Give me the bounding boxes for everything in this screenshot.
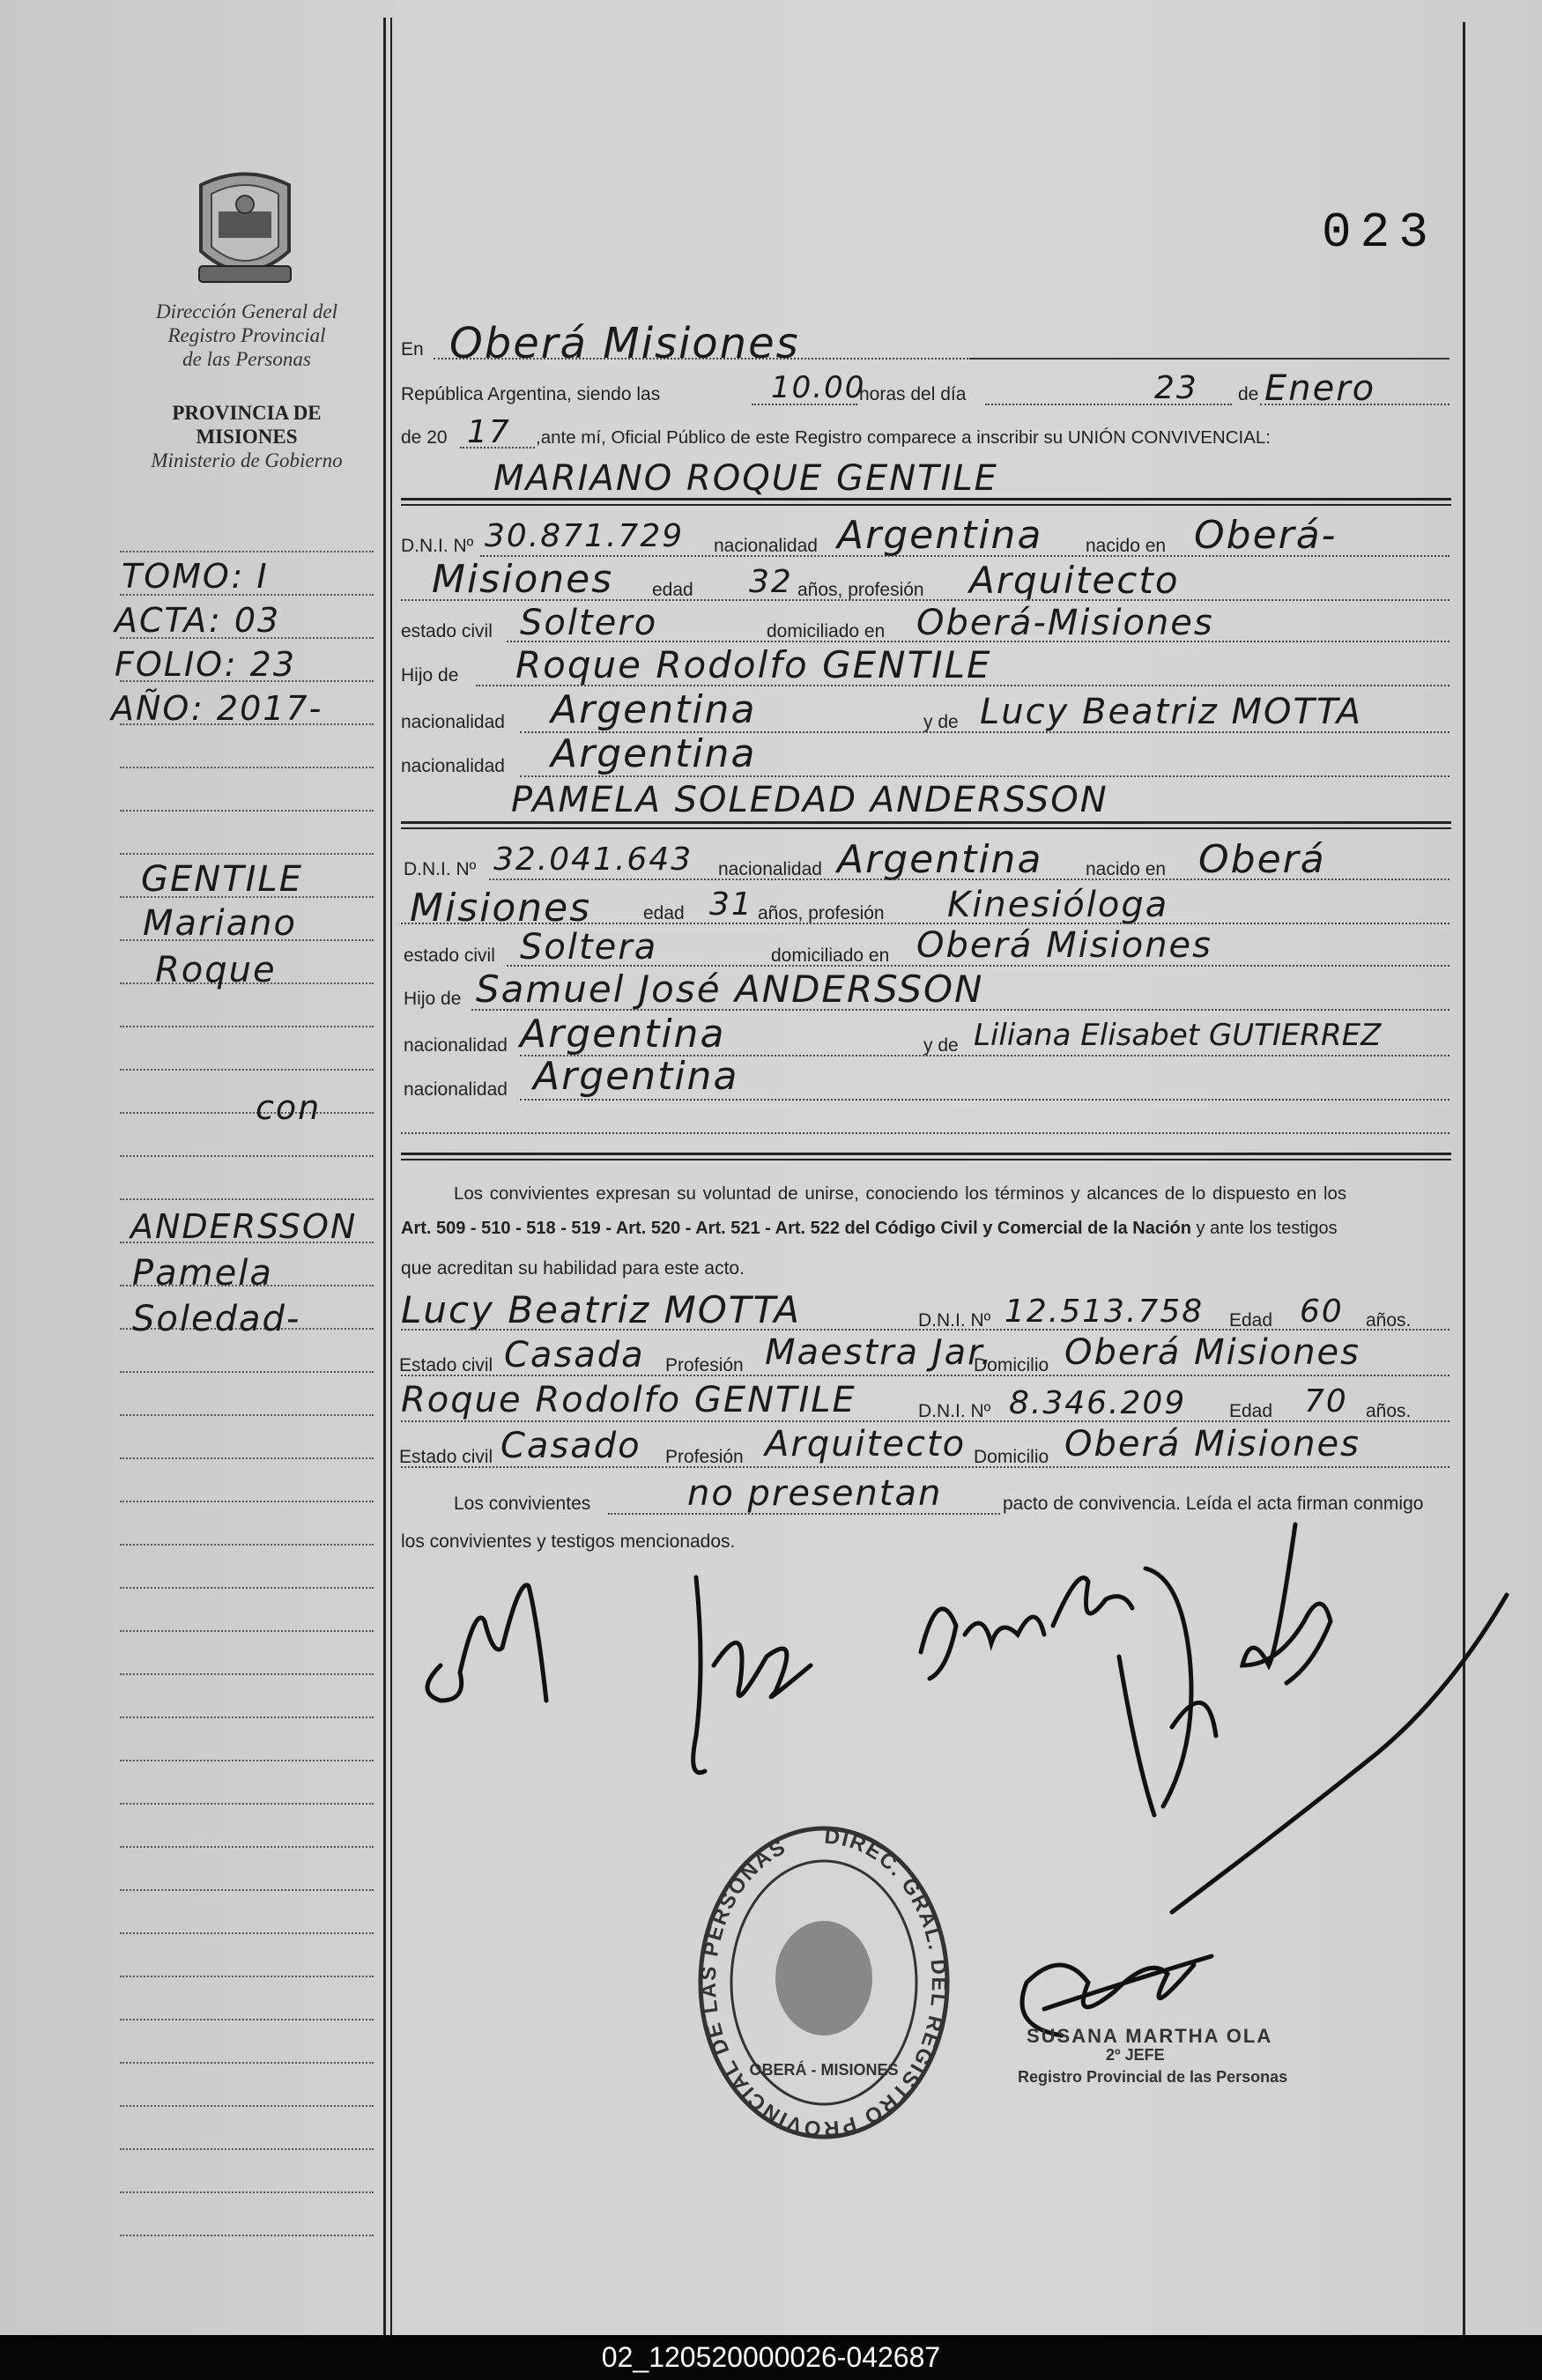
witness1-dni: 12.513.758 [1005,1294,1205,1330]
person2-name: PAMELA SOLEDAD ANDERSSON [511,780,1108,820]
margin-rule [120,1414,374,1416]
person2-mother: Liliana Elisabet GUTIERREZ [974,1018,1382,1053]
person1-mother-nat-label: nacionalidad [401,756,505,776]
witness2-civil-label: Estado civil [399,1447,493,1467]
margin-rule [120,2148,374,2150]
person2-nationality: Argentina [837,837,1043,882]
seal-inner-text: OBERÁ - MISIONES [749,2061,899,2079]
person2-age: 31 [709,886,753,923]
person2-civil: Soltera [520,927,658,968]
margin-rule [120,1501,374,1502]
person1-address: Oberá-Misiones [916,603,1214,643]
person1-dni-label: D.N.I. Nº [401,536,474,556]
day-value: 23 [1154,370,1198,406]
year-suffix: 17 [467,414,511,450]
margin-party1-second: Roque [155,950,277,990]
margin-rule [120,1198,374,1200]
witness2-dni-label: D.N.I. Nº [918,1401,991,1421]
person1-separator [401,498,1451,506]
line-place-solid [969,358,1449,360]
person1-civil: Soltero [520,603,658,643]
margin-rule [120,2191,374,2193]
margin-party2-name: Pamela [132,1253,273,1294]
person1-dni: 30.871.729 [485,518,685,554]
person2-civil-label: estado civil [404,945,495,966]
witness2-address: Oberá Misiones [1064,1424,1361,1464]
person2-dni: 32.041.643 [493,842,693,878]
margin-tomo: TOMO: I [122,557,269,596]
line-place [434,358,975,360]
line-month [1260,404,1449,405]
witness1-address: Oberá Misiones [1064,1332,1361,1373]
person1-birthplace-1: Oberá- [1194,513,1338,558]
person1-nationality: Argentina [837,513,1043,558]
institution-line-1: Dirección General del [155,300,338,323]
declaration-line-3: que acreditan su habilidad para este acto. [401,1258,745,1279]
declaration-articles: Art. 509 - 510 - 518 - 519 - Art. 520 - Art. 521 - Art. 522 del Código Civil y Comercial de la Nación [401,1219,1191,1238]
person2-address-label: domiciliado en [771,945,890,966]
margin-rule [120,1371,374,1373]
ministry-line: Ministerio de Gobierno [151,449,343,471]
line-hour [752,404,857,405]
person2-separator [401,821,1451,829]
margin-rule [120,1889,374,1891]
person1-father-nat-label: nacionalidad [401,712,505,732]
margin-acta: ACTA: 03 [115,601,281,640]
province-line-1: PROVINCIA DE [172,402,322,424]
ante-label: ,ante mí, Oficial Público de este Registro comparece a inscribir su UNIÓN CONVIVENCIAL: [536,427,1271,448]
person1-age-label: edad [652,580,693,600]
witness1-profession: Maestra Jar. [765,1332,994,1373]
person2-age-label: edad [643,903,685,923]
witness1-address-label: Domicilio [974,1355,1049,1375]
person2-mother-nat-label: nacionalidad [404,1079,508,1100]
person2-line6 [520,1099,1449,1101]
declaration-separator [401,1153,1451,1160]
person1-civil-label: estado civil [401,621,493,641]
closing-line [608,1513,1000,1515]
witness2-age: 70 [1304,1383,1348,1420]
margin-connector: con [256,1088,322,1127]
closing-pact-suffix: pacto de convivencia. Leída el acta firman conmigo [1003,1494,1424,1514]
signature-official [1145,1516,1516,1939]
margin-party1-name: Mariano [143,903,297,944]
closing-pact: no presentan [687,1473,943,1514]
person1-mother: Lucy Beatriz MOTTA [980,692,1363,732]
person2-mother-label: y de [923,1035,959,1056]
person2-line2 [401,923,1449,924]
margin-folio: FOLIO: 23 [115,645,296,684]
person1-mother-nat: Argentina [551,731,757,776]
margin-rule [120,551,374,552]
person1-birthplace-2: Misiones [432,557,614,602]
province-heading [123,401,370,472]
person1-mother-label: y de [923,712,959,732]
margin-rule [120,1587,374,1589]
margin-rule [120,2019,374,2020]
person2-line1 [489,879,1449,880]
margin-rule [120,1932,374,1934]
margin-rule [120,853,374,855]
person2-father-label: Hijo de [404,989,462,1009]
closing-line-2: los convivientes y testigos mencionados. [401,1531,736,1552]
witness1-age-label: Edad [1229,1310,1273,1331]
margin-rule [120,1155,374,1157]
witness1-name: Lucy Beatriz MOTTA [401,1288,801,1331]
margin-rule [120,1803,374,1805]
margin-party1-surname: GENTILE [141,859,303,900]
person1-profession: Arquitecto [969,559,1180,602]
person2-birthplace-1: Oberá [1198,837,1326,882]
institution-line-3: de las Personas [182,348,311,370]
witness2-years: años. [1366,1401,1412,1421]
line-day [985,404,1232,405]
act-number: 023 [1322,204,1437,261]
seal-ring-text: DIREC. GRAL. DEL REGISTRO PROVINCIAL DE LAS PERSONAS [696,1824,952,2141]
margin-rule [120,1544,374,1546]
province-line-2: MISIONES [196,426,298,448]
person1-line4 [476,685,1449,686]
person1-father-label: Hijo de [401,665,459,686]
person1-father: Roque Rodolfo GENTILE [515,643,992,686]
person2-birthplace-2: Misiones [410,886,592,930]
official-role: 2º JEFE [1106,2046,1165,2064]
month-value: Enero [1264,368,1376,409]
margin-border-right [390,18,392,2335]
horas-label: horas del día [859,384,967,404]
witness2-line1 [401,1420,1449,1422]
person1-line1 [480,555,1449,557]
person2-line4 [471,1009,1449,1011]
person2-line7 [401,1132,1449,1134]
signature-party1 [405,1568,617,1727]
margin-border-left [383,18,386,2335]
margin-rule [120,1457,374,1459]
witness1-line2 [401,1375,1449,1376]
person2-profession-label: años, profesión [758,903,885,923]
witness1-civil-label: Estado civil [399,1355,493,1375]
margin-rule [120,767,374,768]
person1-line3 [507,641,1449,642]
person2-birthplace-label: nacido en [1086,859,1167,879]
republica-label: República Argentina, siendo las [401,384,661,404]
person2-address: Oberá Misiones [916,925,1213,966]
declaration-line-1: Los convivientes expresan su voluntad de unirse, conociendo los términos y alcances de lo dispuesto en los [454,1183,1347,1204]
person2-father: Samuel José ANDERSSON [476,968,984,1011]
person1-birthplace-label: nacido en [1086,536,1167,556]
margin-rule [120,810,374,812]
person2-father-nat-label: nacionalidad [404,1035,508,1056]
margin-rule [120,1716,374,1718]
margin-rule [120,2105,374,2107]
de-label: de [1238,384,1259,404]
person2-profession: Kinesióloga [947,885,1169,925]
witness1-civil: Casada [504,1335,645,1375]
margin-rule [120,1976,374,1977]
person1-line6 [520,775,1449,777]
signature-party2 [670,1560,846,1789]
margin-rule [120,1069,374,1071]
margin-rule [120,1630,374,1632]
hour-value: 10.00 [771,370,866,405]
witness1-age: 60 [1300,1294,1344,1330]
person1-profession-label: años, profesión [797,580,924,600]
person2-line3 [507,965,1449,967]
person1-name: MARIANO ROQUE GENTILE [493,458,998,499]
margin-rule [120,1846,374,1848]
declaration-witnesses-text: y ante los testigos [1190,1219,1338,1238]
person2-mother-nat: Argentina [533,1054,739,1099]
witness2-name: Roque Rodolfo GENTILE [401,1380,856,1420]
witness1-profession-label: Profesión [665,1355,744,1375]
margin-anio: AÑO: 2017- [111,689,323,728]
official-office: Registro Provincial de las Personas [1018,2068,1288,2086]
margin-rule [120,2062,374,2064]
registry-seal [696,1824,952,2141]
witness2-profession: Arquitecto [765,1424,967,1464]
person1-age: 32 [749,564,793,600]
witness2-civil: Casado [500,1426,641,1466]
margin-rule [120,1112,374,1114]
witness1-dni-label: D.N.I. Nº [918,1310,991,1331]
margin-rule [120,1760,374,1761]
witness2-age-label: Edad [1229,1401,1273,1421]
person1-address-label: domiciliado en [767,621,886,641]
witness2-line2 [401,1466,1449,1468]
margin-party2-surname: ANDERSSON [130,1207,358,1246]
margin-rule [120,2235,374,2236]
institution-heading [123,300,370,371]
witness2-dni: 8.346.209 [1009,1385,1187,1421]
witness1-line1 [401,1329,1449,1331]
footer-code: 02_120520000026-042687 [0,2335,1542,2380]
province-coat-of-arms-icon [192,167,298,286]
margin-rule [120,1026,374,1027]
person1-father-nat: Argentina [551,687,757,732]
person1-nationality-label: nacionalidad [714,536,818,556]
person2-dni-label: D.N.I. Nº [404,859,477,879]
margin-party2-second: Soledad- [132,1299,301,1339]
person2-nationality-label: nacionalidad [718,859,822,879]
year-prefix: de 20 [401,427,448,448]
person1-line2 [401,599,1449,601]
person2-father-nat: Argentina [520,1012,726,1057]
witness2-address-label: Domicilio [974,1447,1049,1467]
institution-line-2: Registro Provincial [167,324,326,346]
declaration-line-2 [401,1219,1338,1239]
witness1-years: años. [1366,1310,1412,1331]
en-label: En [401,339,424,360]
place-value: Oberá Misiones [449,319,800,368]
witness2-profession-label: Profesión [665,1447,744,1467]
official-name: SUSANA MARTHA OLA [1027,2025,1273,2047]
page-border-right [1463,22,1465,2339]
closing-label: Los convivientes [454,1494,591,1514]
margin-rule [120,1673,374,1675]
line-year [460,447,535,449]
